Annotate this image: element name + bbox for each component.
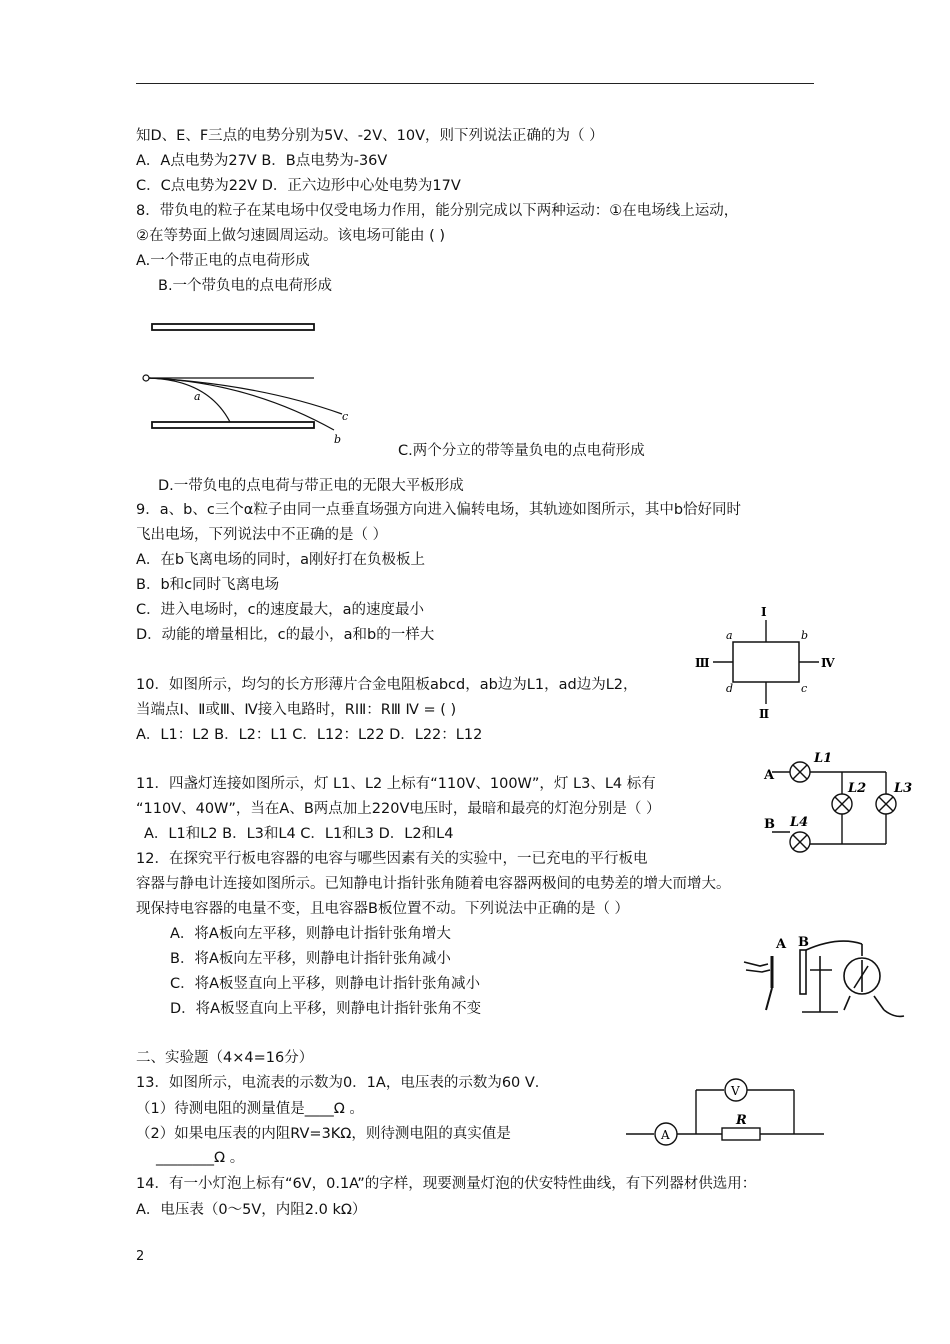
text-line: 12．在探究平行板电容器的电容与哪些因素有关的实验中，一已充电的平行板电 xyxy=(136,851,648,867)
text-line: C．将A板竖直向上平移，则静电计指针张角减小 xyxy=(170,976,481,992)
capacitor-electrometer-figure xyxy=(738,926,908,1026)
header-rule xyxy=(136,83,814,84)
lamp-label: L2 xyxy=(848,781,867,796)
text-line: A．将A板向左平移，则静电计指针张角增大 xyxy=(170,926,451,942)
text-line: 14．有一小灯泡上标有“6V，0.1A”的字样，现要测量灯泡的伏安特性曲线，有下列器材供选用： xyxy=(136,1176,757,1192)
text-line: D．将A板竖直向上平移，则静电计指针张角不变 xyxy=(170,1001,482,1017)
text-line: A．电压表（0～5V，内阻2.0 kΩ） xyxy=(136,1202,367,1218)
corner-label: d xyxy=(726,682,734,695)
text-line: D.一带负电的点电荷与带正电的无限大平板形成 xyxy=(158,478,464,494)
node-label: B xyxy=(764,817,775,832)
section-title: 二、实验题（4×4=16分） xyxy=(136,1050,314,1066)
text-line: 现保持电容器的电量不变，且电容器B板位置不动。下列说法中正确的是（ ） xyxy=(136,901,630,917)
text-line: ________Ω 。 xyxy=(156,1150,245,1166)
terminal-label: Ⅳ xyxy=(821,656,835,670)
text-line: （1）待测电阻的测量值是____Ω 。 xyxy=(136,1101,364,1117)
meter-circuit-figure xyxy=(624,1076,828,1150)
resistor-label: R xyxy=(736,1113,747,1128)
deflection-plates-figure xyxy=(138,318,358,450)
trajectory-label: c xyxy=(342,410,349,423)
text-line: B．b和c同时飞离电场 xyxy=(136,577,280,593)
terminal-label: Ⅰ xyxy=(761,605,767,619)
text-line: C．进入电场时，c的速度最大，a的速度最小 xyxy=(136,602,424,618)
text-line: A.一个带正电的点电荷形成 xyxy=(136,253,310,269)
text-line: 容器与静电计连接如图所示。已知静电计指针张角随着电容器两极间的电势差的增大而增大。 xyxy=(136,876,731,892)
voltmeter-label: V xyxy=(731,1084,740,1098)
text-line: 知D、E、F三点的电势分别为5V、-2V、10V，则下列说法正确的为（ ） xyxy=(136,128,604,144)
text-line: 10．如图所示，均匀的长方形薄片合金电阻板abcd，ab边为L1，ad边为L2， xyxy=(136,677,638,693)
lamp-circuit-figure xyxy=(762,748,922,858)
text-line: A．A点电势为27V B．B点电势为-36V xyxy=(136,153,388,169)
text-line: 9．a、b、c三个α粒子由同一点垂直场强方向进入偏转电场，其轨迹如图所示，其中b恰好同时 xyxy=(136,502,742,518)
lamp-label: L1 xyxy=(814,751,833,766)
text-line: B.一个带负电的点电荷形成 xyxy=(158,278,333,294)
plate-label: B xyxy=(798,935,809,950)
lamp-label: L3 xyxy=(894,781,913,796)
terminal-label: Ⅱ xyxy=(759,707,770,721)
corner-label: c xyxy=(801,682,808,695)
node-label: A xyxy=(764,768,775,783)
text-line: 11．四盏灯连接如图所示，灯 L1、L2 上标有“110V、100W”，灯 L3、L4 标有 xyxy=(136,776,656,792)
text-line: B．将A板向左平移，则静电计指针张角减小 xyxy=(170,951,451,967)
text-line: 8．带负电的粒子在某电场中仅受电场力作用，能分别完成以下两种运动：①在电场线上运动， xyxy=(136,203,739,219)
corner-label: b xyxy=(801,629,809,642)
ammeter-label: A xyxy=(661,1128,670,1142)
resistor-plate-figure xyxy=(695,600,840,722)
corner-label: a xyxy=(726,629,733,642)
text-line: C．C点电势为22V D．正六边形中心处电势为17V xyxy=(136,178,461,194)
text-line: ②在等势面上做匀速圆周运动。该电场可能由 ( ) xyxy=(136,228,446,244)
text-line: A．L1和L2 B．L3和L4 C．L1和L3 D．L2和L4 xyxy=(144,826,454,842)
lamp-label: L4 xyxy=(790,815,809,830)
text-line: “110V、40W”，当在A、B两点加上220V电压时，最暗和最亮的灯泡分别是（ ） xyxy=(136,801,661,817)
text-line: A．在b飞离电场的同时，a刚好打在负极板上 xyxy=(136,552,426,568)
text-line: 13．如图所示，电流表的示数为0．1A，电压表的示数为60 V． xyxy=(136,1075,550,1091)
trajectory-label: b xyxy=(334,433,342,446)
text-line: 飞出电场，下列说法中不正确的是（ ） xyxy=(136,527,388,543)
text-line: A．L1：L2 B．L2：L1 C．L12：L22 D．L22：L12 xyxy=(136,727,483,743)
terminal-label: Ⅲ xyxy=(695,656,710,670)
page-number: 2 xyxy=(136,1249,145,1264)
text-line: D．动能的增量相比，c的最小，a和b的一样大 xyxy=(136,627,435,643)
trajectory-label: a xyxy=(194,390,201,403)
text-line: 当端点Ⅰ、Ⅱ或Ⅲ、Ⅳ接入电路时，RⅠⅡ：RⅢ Ⅳ = ( ) xyxy=(136,702,457,718)
text-line: C.两个分立的带等量负电的点电荷形成 xyxy=(398,443,645,459)
plate-label: A xyxy=(776,937,787,952)
text-line: （2）如果电压表的内阻RV=3KΩ，则待测电阻的真实值是 xyxy=(136,1126,511,1142)
